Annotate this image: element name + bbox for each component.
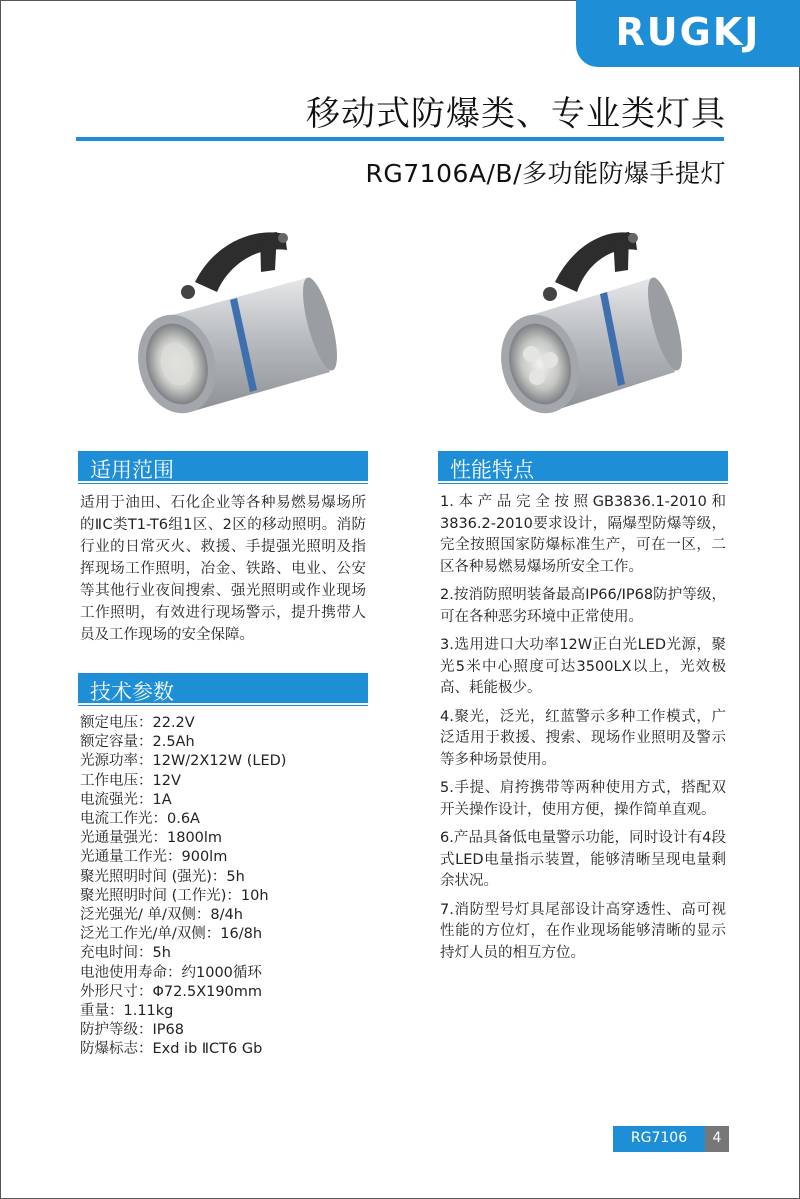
feature-item: 7.消防型号灯具尾部设计高穿透性、高可视性能的方位灯，在作业现场能够清晰的显示持灯人员的相互方位。	[440, 901, 726, 961]
feature-item: 1.本产品完全按照GB3836.1-2010和3836.2-2010要求设计，隔爆型防爆等级，完全按照国家防爆标准生产，可在一区，二区各种易燃易爆场所安全工作。	[440, 494, 726, 575]
feature-item: 2.按消防照明装备最高IP66/IP68防护等级，可在各种恶劣环境中正常使用。	[440, 587, 726, 625]
spec-row: 泛光强光/ 单/双侧：8/4h	[80, 907, 243, 924]
spec-row: 重量：1.11kg	[80, 1003, 174, 1020]
spec-row: 防护等级：IP68	[80, 1022, 184, 1039]
specs-heading: 技术参数	[90, 680, 174, 704]
spec-row: 防爆标志：Exd ib ⅡCT6 Gb	[80, 1041, 263, 1058]
feature-item: 3.选用进口大功率12W正白光LED光源，聚光5米中心照度可达3500LX以上，光效极高、耗能极少。	[440, 637, 726, 696]
flashlight-image-b	[495, 222, 725, 432]
scope-text: 适用于油田、石化企业等各种易燃易爆场所的ⅡC类T1-T6组1区、2区的移动照明。消防行业的日常灭火、救援、手提强光照明及指挥现场工作照明，冶金、铁路、电业、公安等其他行业夜间搜索、强光照明或作业现场工作照明，有效进行现场警示，提升携带人员及工作现场的安全保障。	[80, 495, 366, 643]
title-divider	[76, 137, 724, 141]
spec-row: 电流强光：1A	[80, 791, 172, 808]
spec-row: 外形尺寸：Φ72.5X190mm	[80, 983, 263, 1000]
spec-row: 额定电压：22.2V	[80, 715, 195, 731]
spec-row: 额定容量：2.5Ah	[80, 734, 195, 751]
spec-row: 聚光照明时间 (工作光)：10h	[80, 887, 269, 904]
specs-heading-rule	[78, 705, 368, 706]
footer-model: RG7106	[630, 1130, 688, 1146]
specs-list	[80, 714, 286, 1060]
features-heading: 性能特点	[450, 458, 534, 482]
features-heading-bar	[438, 451, 728, 481]
page-number-badge	[705, 1126, 729, 1152]
spec-row: 光通量工作光：900lm	[80, 849, 228, 866]
scope-heading-bar	[78, 451, 368, 481]
spec-row: 光通量强光：1800lm	[80, 830, 223, 847]
brand-logo-tab	[576, 0, 800, 67]
spec-row: 聚光照明时间 (强光)：5h	[80, 868, 245, 885]
flashlight-image-a	[125, 222, 355, 432]
feature-item: 5.手提、肩挎携带等两种使用方式，搭配双开关操作设计，使用方便，操作简单直观。	[440, 780, 726, 818]
spec-row: 光源功率：12W/2X12W (LED)	[80, 753, 287, 770]
brand-logo: RUGKJ	[615, 10, 761, 54]
page-number: 4	[712, 1130, 722, 1146]
features-heading-rule	[438, 483, 728, 484]
product-subtitle: RG7106A/B/多功能防爆手提灯	[365, 159, 726, 188]
spec-row: 电流工作光：0.6A	[80, 811, 200, 828]
spec-row: 电池使用寿命：约1000循环	[80, 964, 262, 981]
specs-heading-bar	[78, 673, 368, 703]
feature-item: 6.产品具备低电量警示功能，同时设计有4段式LED电量指示装置，能够清晰呈现电量剩余状况。	[440, 830, 726, 889]
scope-heading: 适用范围	[90, 458, 174, 482]
feature-item: 4.聚光，泛光，红蓝警示多种工作模式，广泛适用于救援、搜索、现场作业照明及警示等多种场景使用。	[440, 708, 726, 768]
spec-row: 泛光工作光/单/双侧：16/8h	[80, 926, 263, 943]
scope-heading-rule	[78, 483, 368, 484]
features-list	[440, 492, 726, 971]
spec-row: 工作电压：12V	[80, 772, 181, 789]
spec-row: 充电时间：5h	[80, 945, 171, 962]
page-title: 移动式防爆类、专业类灯具	[306, 94, 726, 134]
footer-model-badge	[613, 1126, 705, 1152]
